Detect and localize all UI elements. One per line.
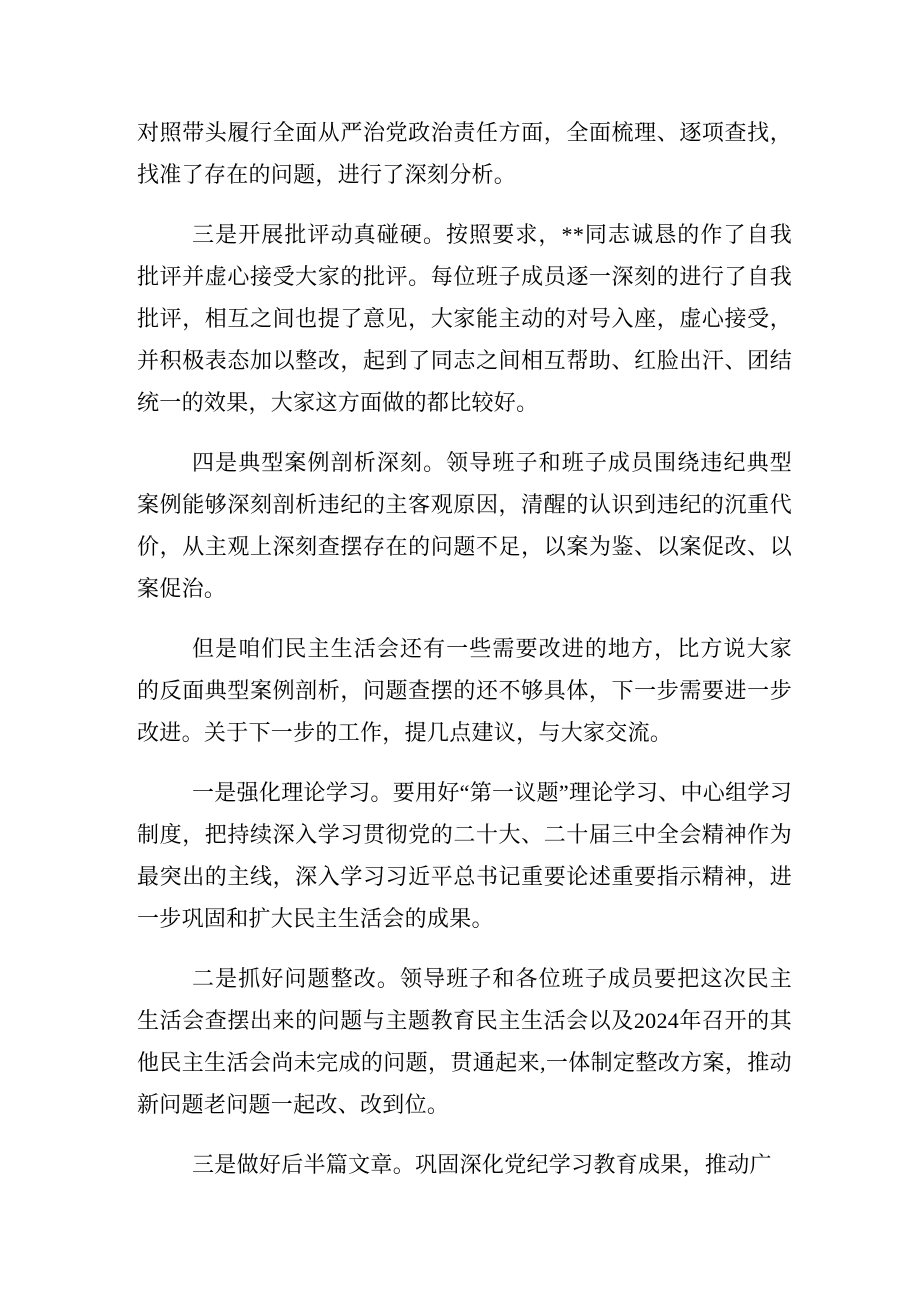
paragraph-2: 三是开展批评动真碰硬。按照要求，**同志诚恳的作了自我批评并虚心接受大家的批评。每位班子成员逐一深刻的进行了自我批评，相互之间也提了意见，大家能主动的对号入座，虚心接受，并积极表态加以整改，起到了同志之间相互帮助、红脸出汗、团结统一的效果，大家这方面做的都比较好。 (137, 222, 792, 415)
paragraph-5: 一是强化理论学习。要用好“第一议题”理论学习、中心组学习制度，把持续深入学习贯彻党的二十大、二十届三中全会精神作为最突出的主线，深入学习习近平总书记重要论述重要指示精神，进一步巩固和扩大民主生活会的成果。 (137, 780, 792, 931)
paragraph-4: 但是咱们民主生活会还有一些需要改进的地方，比方说大家的反面典型案例剖析，问题查摆的还不够具体，下一步需要进一步改进。关于下一步的工作，提几点建议，与大家交流。 (137, 636, 792, 745)
paragraph-1: 对照带头履行全面从严治党政治责任方面，全面梳理、逐项查找，找准了存在的问题，进行了深刻分析。 (137, 120, 792, 187)
paragraph-7: 三是做好后半篇文章。巩固深化党纪学习教育成果，推动广 (192, 1152, 772, 1177)
paragraph-3: 四是典型案例剖析深刻。领导班子和班子成员围绕违纪典型案例能够深刻剖析违纪的主客观原因，清醒的认识到违纪的沉重代价，从主观上深刻查摆存在的问题不足，以案为鉴、以案促改、以案促治。 (137, 450, 792, 601)
document-body (137, 112, 792, 1186)
paragraph-6: 二是抓好问题整改。领导班子和各位班子成员要把这次民主生活会查摆出来的问题与主题教育民主生活会以及2024年召开的其他民主生活会尚未完成的问题，贯通起来,一体制定整改方案，推动新问题老问题一起改、改到位。 (137, 966, 792, 1117)
